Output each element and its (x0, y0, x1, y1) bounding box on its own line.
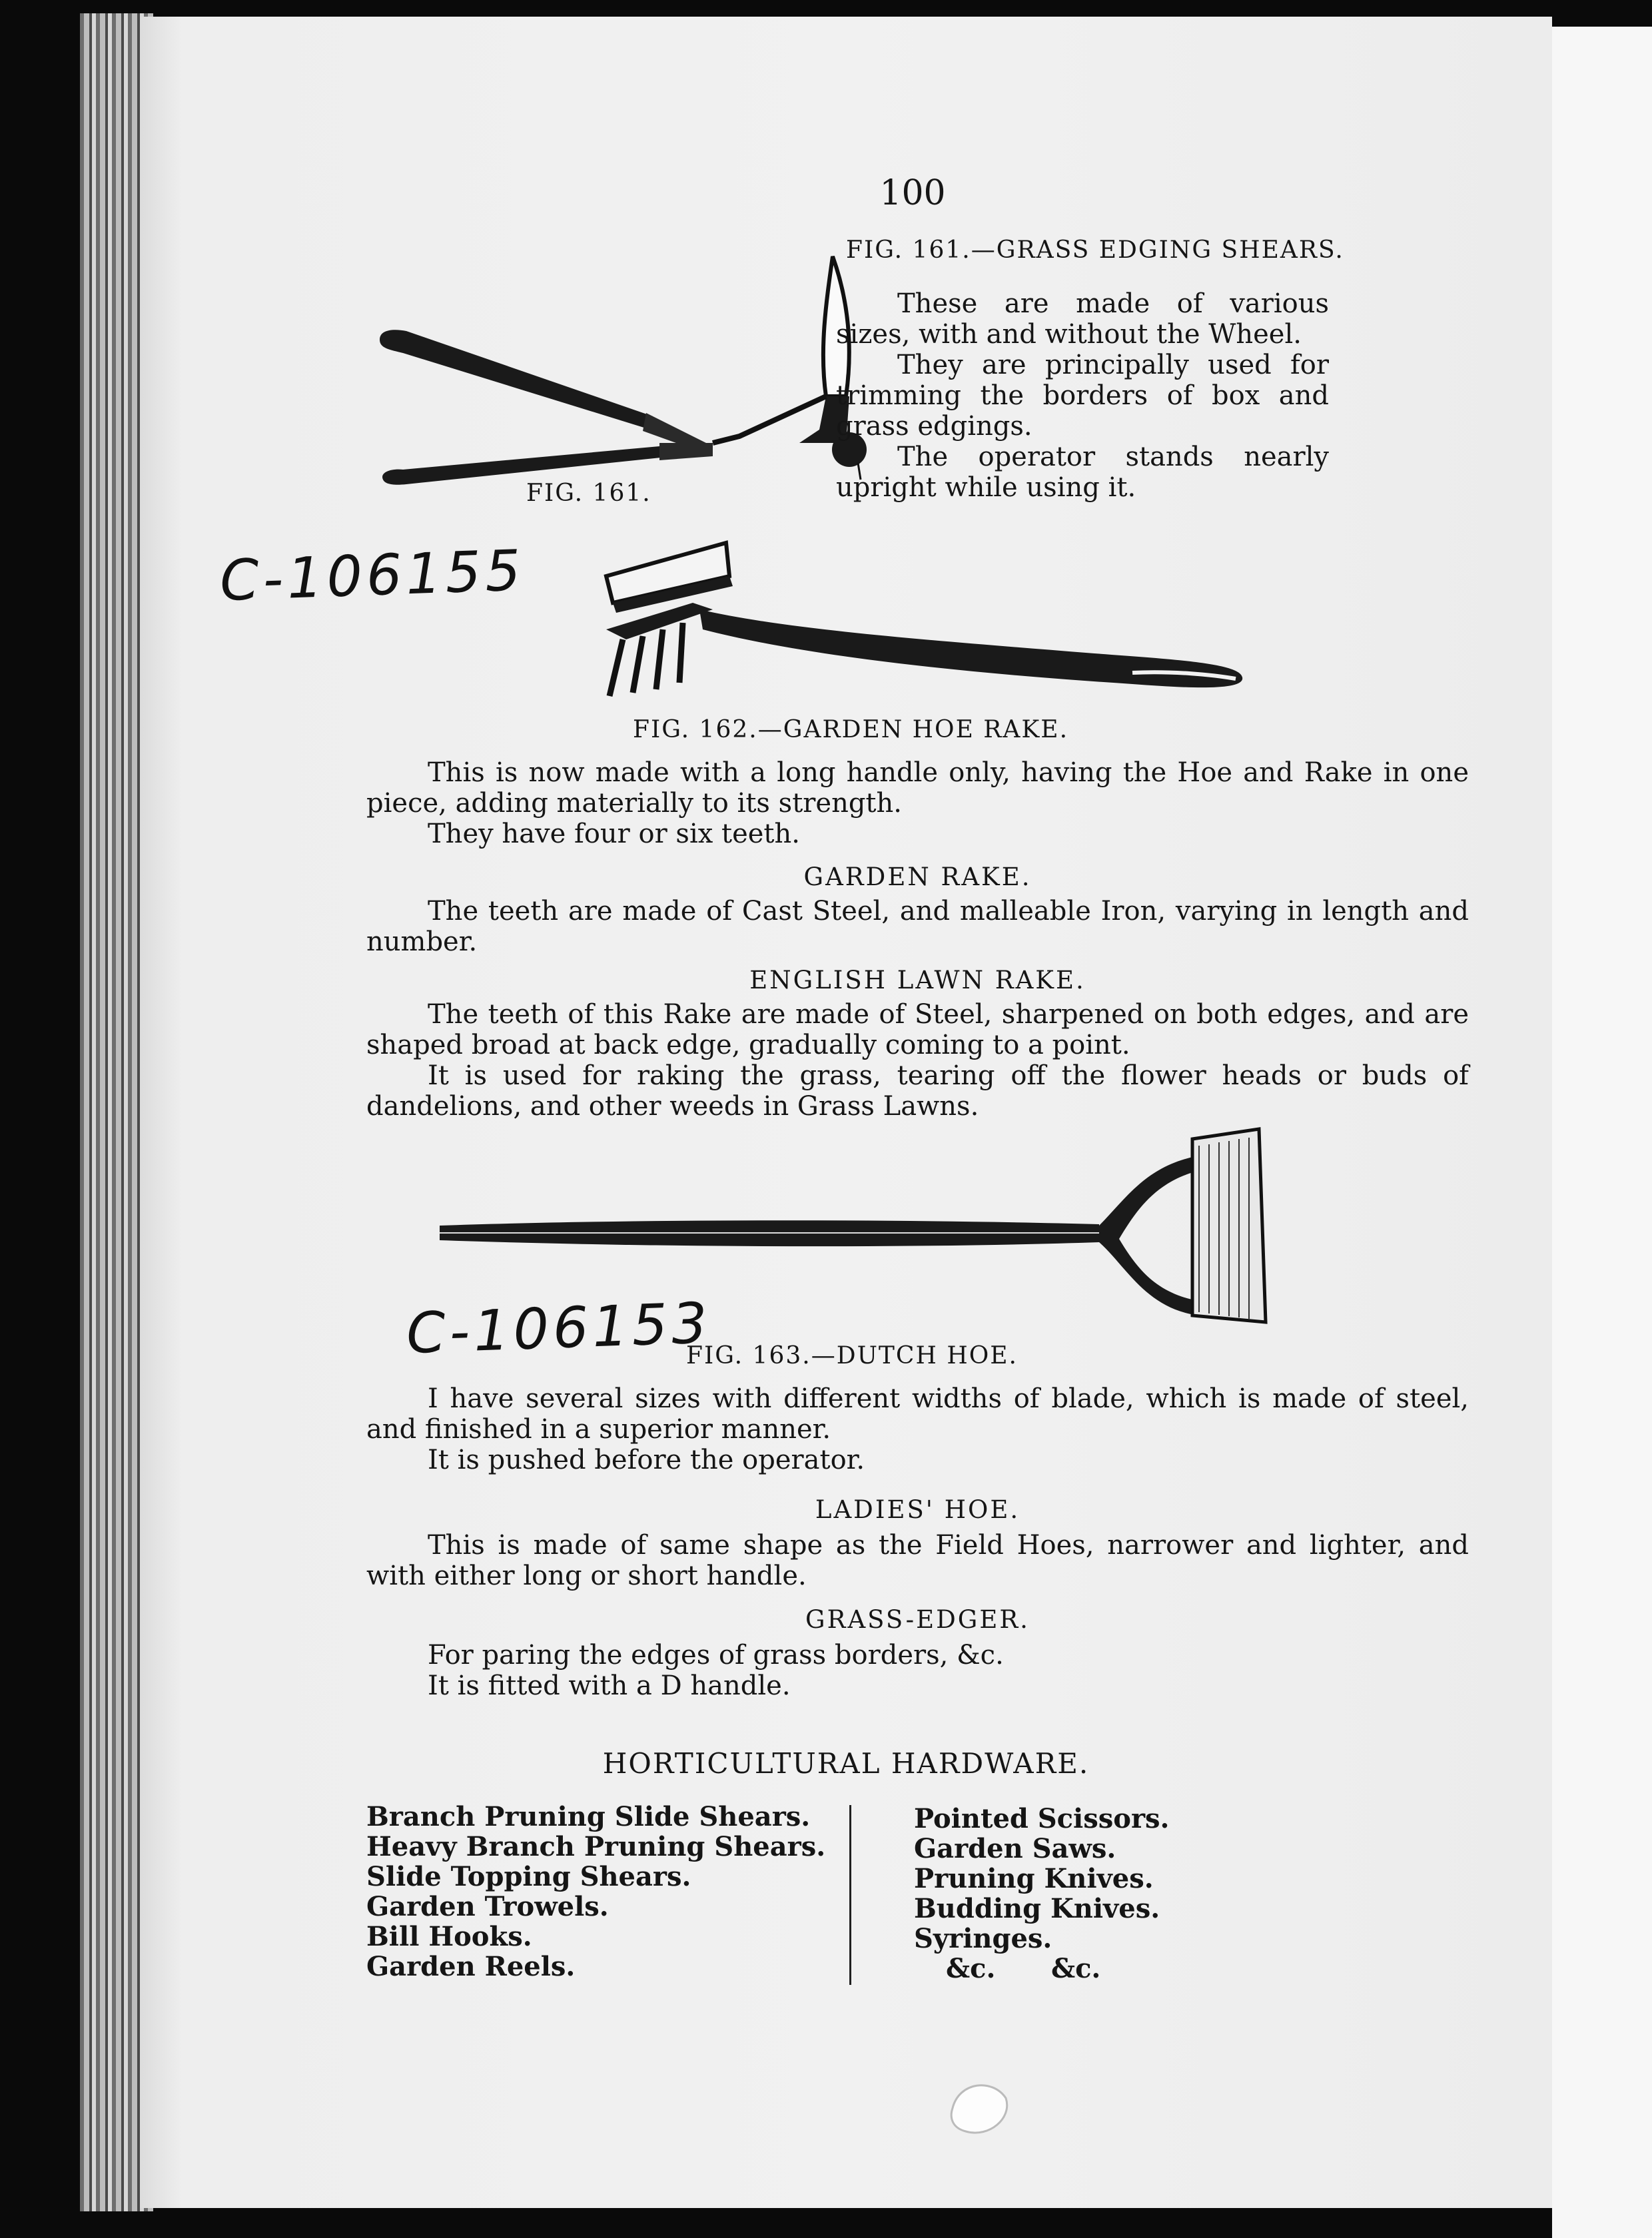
fig161-paragraph-2: They are principally used for trimming the borders of box and grass edgings. (836, 350, 1329, 442)
ladies-hoe-paragraph: This is made of same shape as the Field Hoes, narrower and lighter, and with either long or short handle. (366, 1530, 1469, 1591)
fig163-paragraph-1: I have several sizes with different widths of blade, which is made of steel, and finished in a superior manner. (366, 1383, 1469, 1445)
garden-rake-text (366, 896, 1469, 957)
page-number: 100 (879, 173, 946, 213)
list-item: Pruning Knives. (914, 1863, 1154, 1894)
garden-rake-heading: GARDEN RAKE. (803, 863, 1032, 891)
fig161-caption: FIG. 161.—GRASS EDGING SHEARS. (846, 236, 1344, 264)
list-item: &c. &c. (946, 1953, 1101, 1984)
list-item: Garden Saws. (914, 1833, 1116, 1864)
fig161-paragraph-1: These are made of various sizes, with and without the Wheel. (836, 288, 1329, 350)
column-divider (849, 1805, 851, 1985)
catalog-mark-2: C-106153 (405, 1290, 713, 1366)
fig161-text (836, 288, 1329, 503)
horticultural-hardware-heading: HORTICULTURAL HARDWARE. (602, 1747, 1090, 1780)
catalog-mark-1: C-106155 (218, 538, 526, 613)
list-item: Garden Reels. (366, 1951, 576, 1982)
scan-smudge (939, 2075, 1019, 2141)
ladies-hoe-text (366, 1530, 1469, 1591)
garden-rake-paragraph: The teeth are made of Cast Steel, and malleable Iron, varying in length and number. (366, 896, 1469, 957)
document-page (140, 17, 1552, 2208)
list-item: Branch Pruning Slide Shears. (366, 1801, 811, 1832)
fig161-paragraph-3: The operator stands nearly upright while using it. (836, 442, 1329, 503)
grass-edger-paragraph-1: For paring the edges of grass borders, &c. (428, 1640, 1004, 1671)
garden-hoe-rake-illustration (586, 530, 1252, 716)
fig163-paragraph-2: It is pushed before the operator. (428, 1445, 865, 1475)
english-lawn-rake-paragraph-2: It is used for raking the grass, tearing off the flower heads or buds of dandelions, and other weeds in Grass Lawns. (366, 1060, 1469, 1122)
ladies-hoe-heading: LADIES' HOE. (815, 1495, 1021, 1524)
english-lawn-rake-text (366, 999, 1469, 1122)
fig162-caption: FIG. 162.—GARDEN HOE RAKE. (633, 716, 1069, 743)
grass-edger-paragraph-2: It is fitted with a D handle. (428, 1671, 791, 1701)
fig163-text (366, 1383, 1469, 1475)
hardware-list-right (914, 1804, 1169, 1984)
list-item: Garden Trowels. (366, 1891, 609, 1922)
scan-margin (1552, 27, 1652, 2238)
english-lawn-rake-heading: ENGLISH LAWN RAKE. (749, 966, 1086, 994)
fig163-caption: FIG. 163.—DUTCH HOE. (686, 1342, 1018, 1369)
fig162-paragraph-2: They have four or six teeth. (428, 819, 800, 849)
list-item: Heavy Branch Pruning Shears. (366, 1831, 826, 1862)
hardware-list-left (366, 1802, 825, 1982)
grass-edger-text (366, 1640, 1469, 1701)
fig161-label: FIG. 161. (526, 480, 651, 507)
fig162-text (366, 757, 1469, 849)
list-item: Budding Knives. (914, 1893, 1160, 1924)
english-lawn-rake-paragraph-1: The teeth of this Rake are made of Steel, sharpened on both edges, and are shaped broad at back edge, gradually coming to a point. (366, 999, 1469, 1060)
list-item: Syringes. (914, 1923, 1052, 1954)
list-item: Slide Topping Shears. (366, 1861, 691, 1892)
fig162-paragraph-1: This is now made with a long handle only, having the Hoe and Rake in one piece, adding materially to its strength. (366, 757, 1469, 819)
list-item: Bill Hooks. (366, 1921, 532, 1952)
list-item: Pointed Scissors. (914, 1803, 1170, 1834)
grass-edger-heading: GRASS-EDGER. (805, 1605, 1030, 1634)
